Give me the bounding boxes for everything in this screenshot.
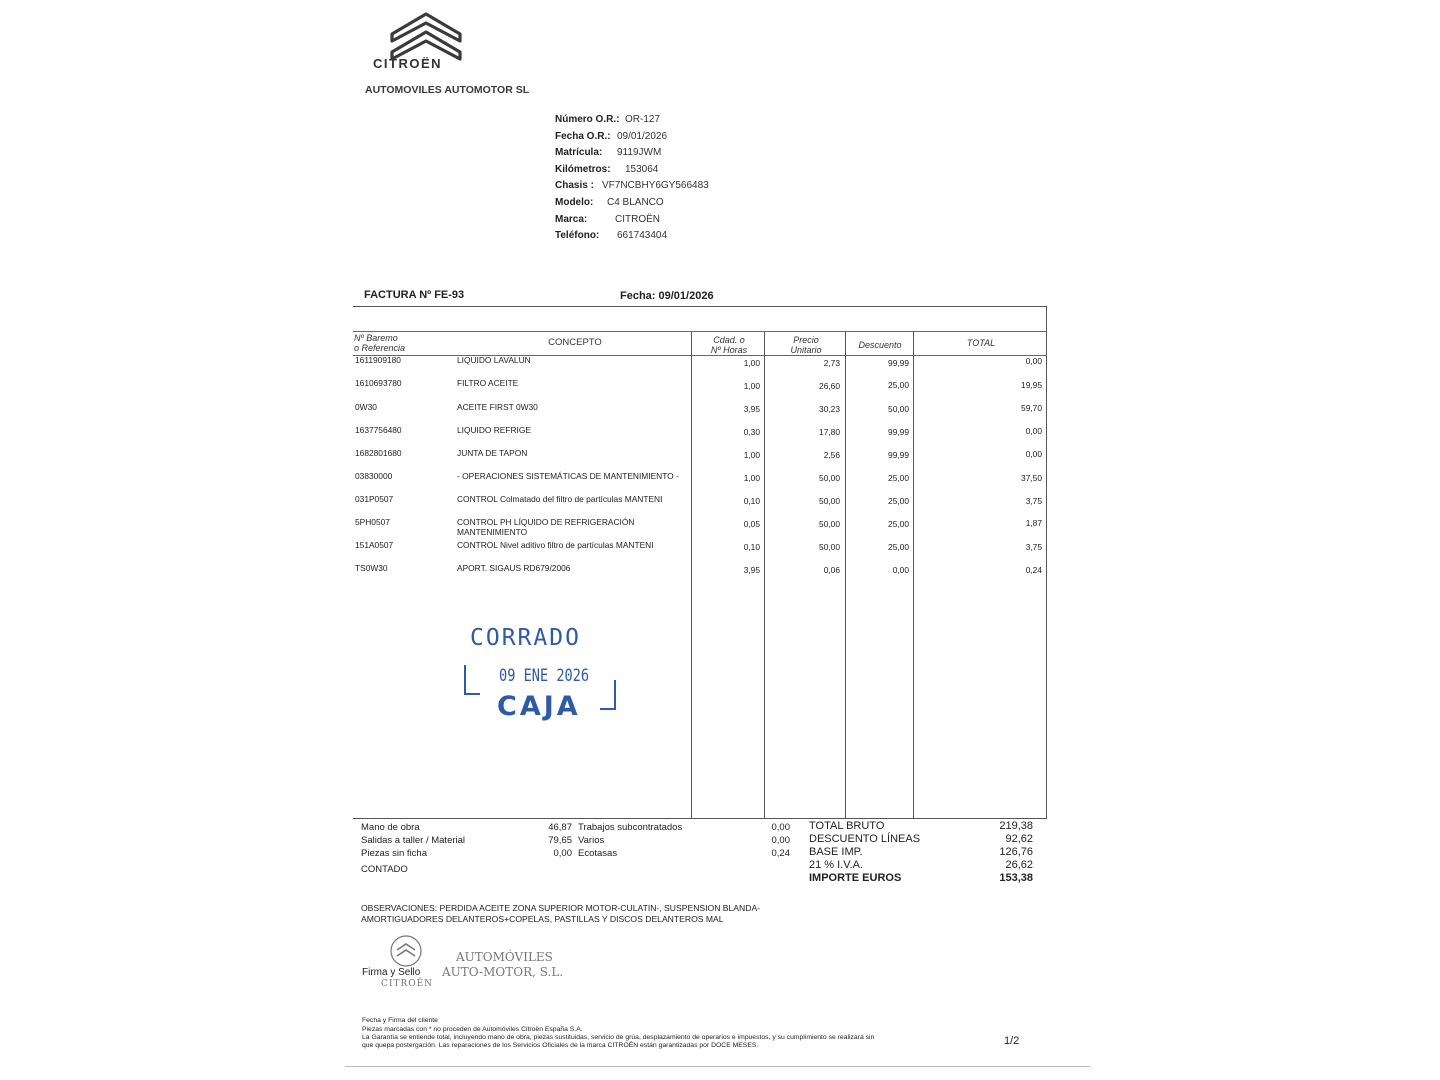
cell-total: 0,00 — [1025, 449, 1042, 459]
footer-line-3: que quepa postergación. Las reparaciones de los Servicios Oficiales de la marca CITROËN están garantizadas por DOCE MESES. — [362, 1042, 759, 1050]
cell-qty: 0,30 — [743, 427, 760, 437]
cell-discount: 25,00 — [888, 380, 909, 390]
cell-discount: 99,99 — [888, 427, 909, 437]
summary-label: CONTADO — [361, 864, 408, 875]
cell-discount: 25,00 — [888, 542, 909, 552]
cell-qty: 3,95 — [743, 565, 760, 575]
observations — [361, 903, 781, 925]
col-header-discount: Descuento — [858, 340, 902, 350]
table-row — [355, 494, 1045, 510]
cell-qty: 1,00 — [743, 450, 760, 460]
cell-discount: 25,00 — [888, 496, 909, 506]
cell-price: 50,00 — [819, 473, 840, 483]
stamp-bracket-right — [600, 680, 616, 710]
info-row — [555, 112, 709, 129]
summary-label: Trabajos subcontratados — [578, 822, 683, 833]
cell-ref: 5PH0507 — [355, 517, 390, 527]
invoice-number: FACTURA Nº FE-93 — [364, 289, 465, 301]
col-header-qty-2: Nº Horas — [710, 345, 748, 355]
info-value: 153064 — [625, 163, 659, 175]
table-row — [355, 517, 1045, 539]
cell-ref: 1682801680 — [355, 448, 402, 458]
cell-ref: 0W30 — [355, 402, 377, 412]
cell-total: 0,24 — [1025, 565, 1042, 575]
cell-concept: ACEITE FIRST 0W30 — [457, 402, 538, 412]
cell-concept: JUNTA DE TAPON — [457, 448, 528, 458]
info-row — [555, 145, 709, 162]
cell-qty: 0,10 — [743, 542, 760, 552]
cell-price: 0,06 — [823, 565, 840, 575]
cell-price: 50,00 — [819, 542, 840, 552]
cell-concept: - OPERACIONES SISTEMÁTICAS DE MANTENIMIENTO - — [457, 471, 679, 481]
col-header-concept: CONCEPTO — [548, 337, 602, 348]
cell-qty: 0,10 — [743, 496, 760, 506]
brand-name: CITROËN — [373, 56, 442, 71]
footer-line-1: Piezas marcadas con * no proceden de Automóviles Citroën España S.A. — [362, 1026, 583, 1033]
info-row — [555, 178, 709, 195]
summary-value: 0,00 — [771, 835, 790, 846]
col-header-qty-1: Cdad. o — [713, 335, 745, 345]
info-row — [555, 228, 709, 245]
cell-price: 30,23 — [819, 404, 840, 414]
vehicle-info — [555, 112, 709, 245]
info-label: Teléfono: — [555, 230, 600, 242]
invoice-date: Fecha: 09/01/2026 — [620, 290, 714, 302]
seal-line-2: AUTO-MOTOR, S.L. — [442, 965, 564, 979]
cell-total: 19,95 — [1021, 380, 1042, 390]
cell-concept: LIQUIDO LAVALUN — [457, 355, 531, 365]
info-label: Modelo: — [555, 196, 594, 208]
total-label: 21 % I.V.A. — [809, 859, 864, 871]
summary-value: 46,87 — [548, 822, 572, 833]
cell-discount: 25,00 — [888, 519, 909, 529]
observations-line-2: AMORTIGUADORES DELANTEROS+COPELAS, PASTILLAS Y DISCOS DELANTEROS MAL — [361, 914, 724, 924]
cell-concept: FILTRO ACEITE — [457, 378, 519, 388]
cell-qty: 1,00 — [743, 358, 760, 368]
total-label: IMPORTE EUROS — [809, 872, 902, 884]
col-header-ref-2: o Referencia — [354, 343, 406, 353]
footer-line-2: La Garantía se entiende total, incluyendo mano de obra, piezas sustituidas, servicio de grúa, desplazamiento de operarios e impuestos, y su cumplimiento se realizará sin — [362, 1034, 875, 1042]
seal-logo-icon — [388, 933, 424, 969]
cell-total: 1,87 — [1025, 518, 1042, 528]
cell-concept: CONTROL Colmatado del filtro de partículas MANTENI — [457, 494, 663, 504]
info-label: Kilómetros: — [555, 163, 611, 175]
cell-total: 0,00 — [1025, 426, 1042, 436]
cell-concept: CONTROL PH LÍQUIDO DE REFRIGERACIÓN — [457, 517, 635, 527]
summary-label: Salidas a taller / Material — [361, 835, 466, 846]
cell-total: 37,50 — [1021, 473, 1042, 483]
cell-ref: 1611909180 — [355, 355, 401, 365]
info-row — [555, 129, 709, 146]
observations-line-1: OBSERVACIONES: PERDIDA ACEITE ZONA SUPERIOR MOTOR-CULATIN-, SUSPENSION BLANDA- — [361, 903, 761, 913]
info-label: Chasis : — [555, 180, 594, 192]
table-divider — [353, 331, 1047, 332]
seal-brand: CITROËN — [381, 979, 434, 989]
seal-line-1: AUTOMÓVILES — [456, 950, 553, 964]
cell-ref: 1610693780 — [355, 378, 402, 388]
cell-total: 59,70 — [1021, 403, 1042, 413]
table-row — [355, 425, 1045, 441]
company-name: AUTOMOVILES AUTOMOTOR SL — [365, 84, 530, 96]
footer-notes — [362, 1026, 932, 1051]
cell-discount: 0,00 — [892, 565, 909, 575]
summary-label: Varios — [578, 835, 605, 846]
info-label: Número O.R.: — [555, 114, 620, 125]
stamp-date: 09 ENE 2026 — [499, 666, 590, 686]
cell-concept: LIQUIDO REFRIGE — [457, 425, 531, 435]
signature-label: Firma y Sello — [362, 967, 421, 978]
client-signature-label: Fecha y Firma del cliente — [362, 1017, 438, 1024]
cell-qty: 3,95 — [743, 404, 760, 414]
col-header-price-1: Precio — [793, 335, 819, 345]
cell-price: 17,80 — [819, 427, 840, 437]
total-value: 26,62 — [1005, 859, 1033, 871]
table-row — [355, 378, 1045, 394]
summary-value: 0,00 — [771, 822, 790, 833]
stamp-line-3: CAJA — [497, 691, 581, 722]
cell-total: 3,75 — [1025, 496, 1042, 506]
cell-price: 2,56 — [823, 450, 840, 460]
info-label: Marca: — [555, 213, 588, 225]
info-value: OR-127 — [625, 114, 661, 125]
cell-concept: CONTROL Nivel aditivo filtro de partículas MANTENI — [457, 540, 654, 550]
info-value: VF7NCBHY6GY566483 — [602, 180, 709, 192]
cell-concept: APORT. SIGAUS RD679/2006 — [457, 563, 571, 573]
summary-label: Piezas sin ficha — [361, 848, 428, 859]
cell-price: 2,73 — [823, 358, 840, 368]
total-value: 126,76 — [999, 846, 1033, 858]
table-row — [355, 355, 1045, 371]
cell-ref: 031P0507 — [355, 494, 394, 504]
cell-total: 0,00 — [1025, 356, 1042, 366]
summary-label: Ecotasas — [578, 848, 618, 859]
info-value: 661743404 — [617, 230, 668, 242]
table-row — [355, 471, 1045, 487]
info-row — [555, 162, 709, 179]
total-value: 219,38 — [999, 820, 1033, 832]
table-row — [355, 402, 1045, 418]
info-value: C4 BLANCO — [607, 196, 664, 208]
col-header-qty — [694, 335, 764, 355]
col-header-ref — [354, 333, 405, 353]
info-value: 9119JWM — [617, 147, 662, 159]
cell-ref: 1637756480 — [355, 425, 402, 435]
cell-concept-cont: MANTENIMIENTO — [457, 527, 528, 537]
info-row — [555, 212, 709, 229]
total-value: 153,38 — [999, 872, 1033, 884]
total-label: TOTAL BRUTO — [809, 820, 885, 832]
cell-total: 3,75 — [1025, 542, 1042, 552]
stamp-line-1: CORRADO — [470, 625, 581, 651]
cell-discount: 50,00 — [888, 404, 909, 414]
col-header-total: TOTAL — [966, 338, 996, 348]
cell-discount: 99,99 — [888, 450, 909, 460]
stamp-bracket-left — [464, 665, 480, 695]
summary-value: 0,00 — [553, 848, 572, 859]
cell-qty: 1,00 — [743, 381, 760, 391]
cell-price: 26,60 — [819, 381, 840, 391]
page-number: 1/2 — [1004, 1035, 1020, 1047]
info-value: 09/01/2026 — [617, 130, 668, 142]
cell-price: 50,00 — [819, 496, 840, 506]
cell-qty: 0,05 — [743, 519, 760, 529]
col-header-ref-1: Nº Baremo — [354, 333, 398, 343]
col-header-price — [766, 335, 846, 355]
total-label: BASE IMP. — [809, 846, 863, 858]
summary-value: 0,24 — [771, 848, 790, 859]
cell-ref: TS0W30 — [355, 563, 388, 573]
summary-label: Mano de obra — [361, 822, 420, 833]
cell-ref: 03830000 — [355, 471, 393, 481]
info-label: Matrícula: — [555, 147, 603, 159]
total-value: 92,62 — [1005, 833, 1033, 845]
info-label: Fecha O.R.: — [555, 130, 611, 142]
table-row — [355, 448, 1045, 464]
cell-ref: 151A0507 — [355, 540, 394, 550]
paid-stamp — [462, 625, 622, 730]
col-header-price-2: Unitario — [790, 345, 822, 355]
cell-price: 50,00 — [819, 519, 840, 529]
info-value: CITROËN — [615, 213, 660, 225]
table-row — [355, 563, 1045, 579]
info-row — [555, 195, 709, 212]
cell-discount: 25,00 — [888, 473, 909, 483]
page-bottom-rule — [345, 1066, 1090, 1067]
cell-discount: 99,99 — [888, 358, 909, 368]
table-row — [355, 540, 1045, 556]
cell-qty: 1,00 — [743, 473, 760, 483]
total-label: DESCUENTO LÍNEAS — [809, 833, 921, 845]
summary-value: 79,65 — [548, 835, 572, 846]
